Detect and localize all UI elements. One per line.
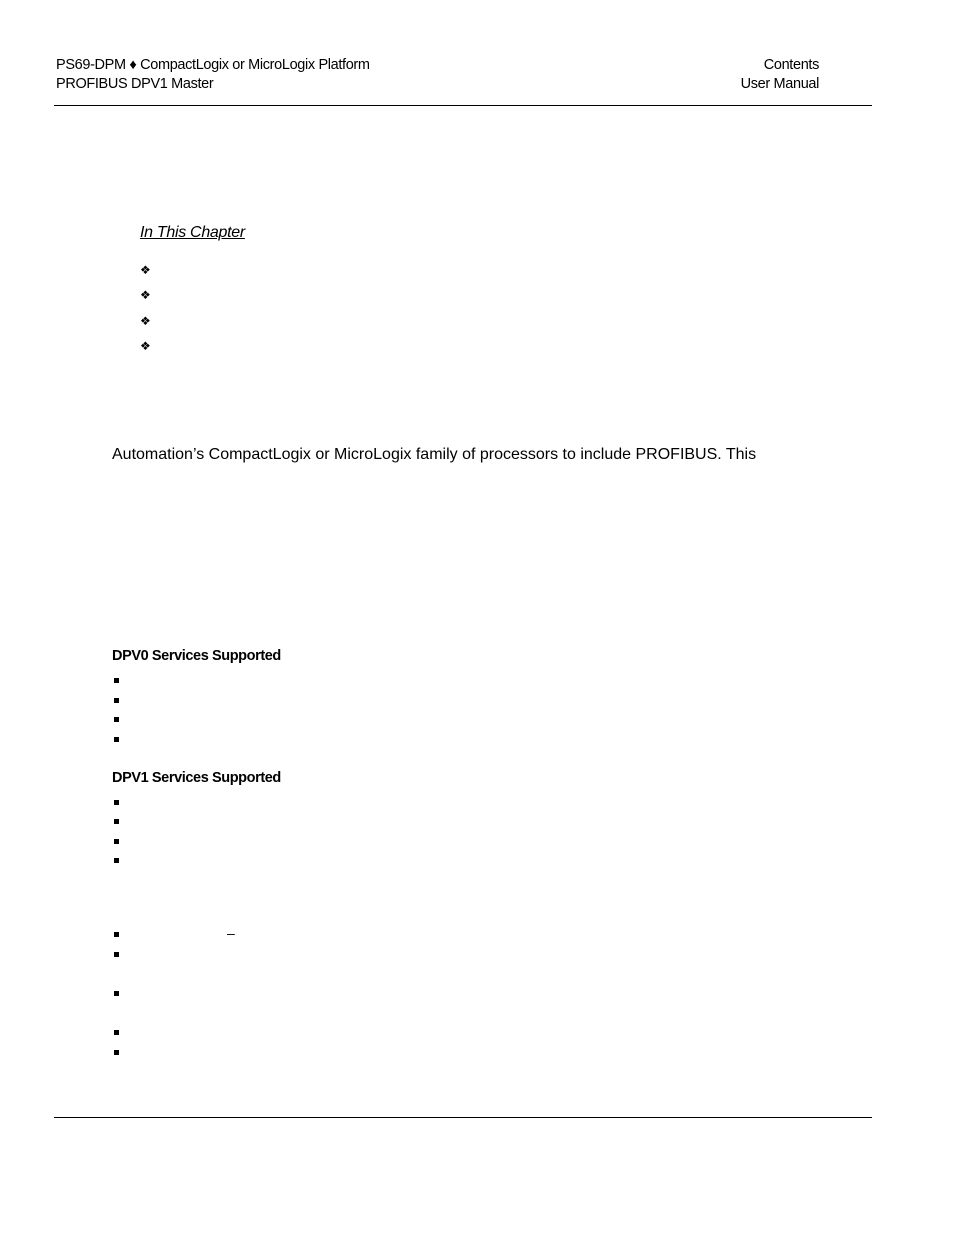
square-bullet-icon: [114, 932, 119, 937]
square-bullet-icon: [114, 819, 119, 824]
chapter-bullet-icon: ❖: [140, 314, 151, 328]
chapter-bullet-icon: ❖: [140, 288, 151, 302]
header-product-title: PS69-DPM ♦ CompactLogix or MicroLogix Platform: [56, 57, 370, 73]
dpv0-services-heading: DPV0 Services Supported: [112, 648, 281, 664]
dpv1-services-heading: DPV1 Services Supported: [112, 770, 281, 786]
square-bullet-icon: [114, 839, 119, 844]
square-bullet-icon: [114, 800, 119, 805]
square-bullet-icon: [114, 1050, 119, 1055]
header-section: Contents: [763, 57, 819, 73]
square-bullet-icon: [114, 991, 119, 996]
chapter-contents-label: In This Chapter: [140, 224, 245, 241]
square-bullet-icon: [114, 698, 119, 703]
chapter-bullet-icon: ❖: [140, 263, 151, 277]
square-bullet-icon: [114, 678, 119, 683]
square-bullet-icon: [114, 952, 119, 957]
chapter-bullet-icon: ❖: [140, 339, 151, 353]
square-bullet-icon: [114, 717, 119, 722]
header-document-type: User Manual: [740, 76, 819, 92]
header-rule: [54, 105, 872, 106]
footer-rule: [54, 1117, 872, 1118]
square-bullet-icon: [114, 1030, 119, 1035]
square-bullet-icon: [114, 737, 119, 742]
header-subtitle: PROFIBUS DPV1 Master: [56, 76, 214, 92]
square-bullet-icon: [114, 858, 119, 863]
intro-paragraph: Automation’s CompactLogix or MicroLogix family of processors to include PROFIBUS. This: [112, 446, 757, 463]
dash-separator: –: [227, 925, 235, 941]
